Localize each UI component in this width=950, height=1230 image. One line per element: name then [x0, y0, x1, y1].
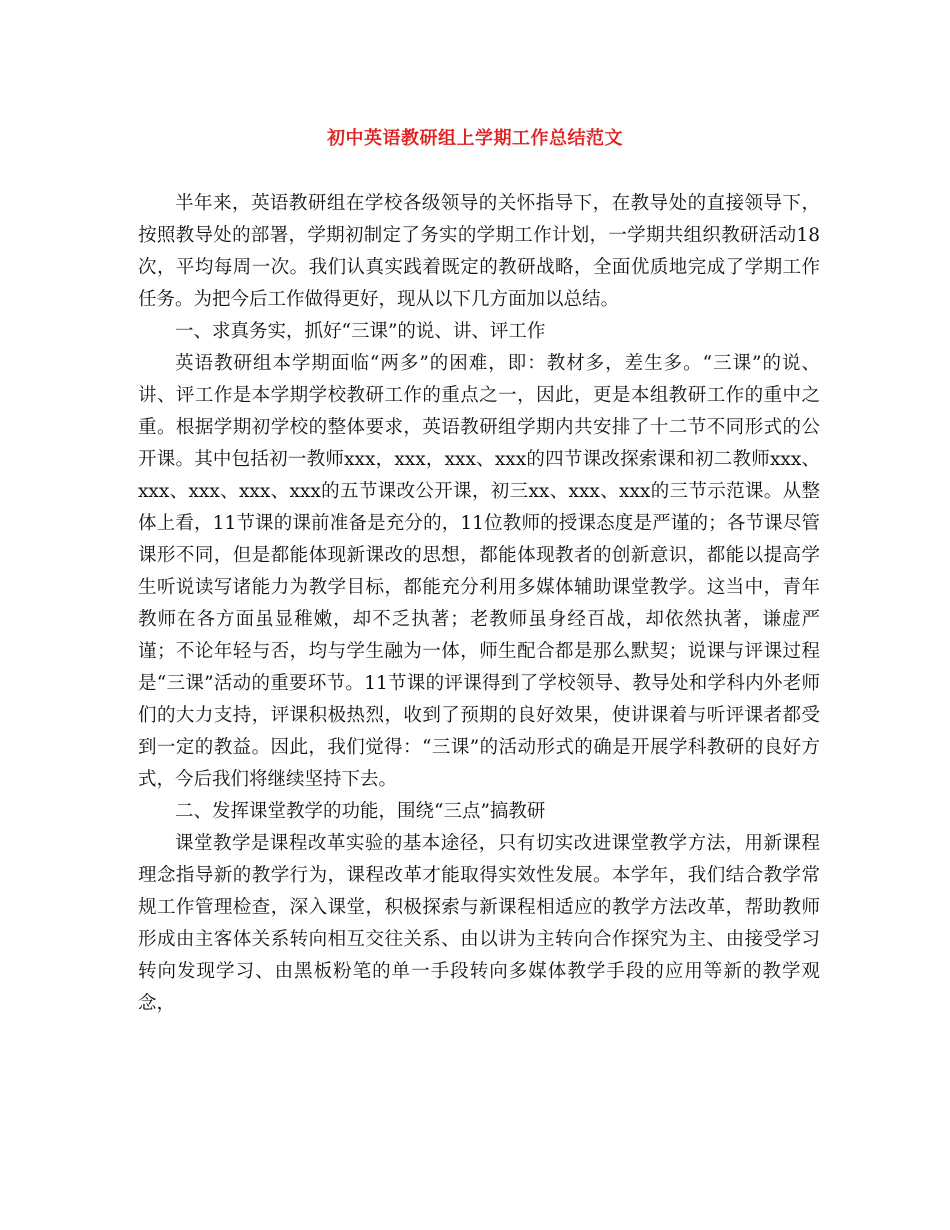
document-title: 初中英语教研组上学期工作总结范文 — [327, 128, 623, 149]
paragraph-section-2: 课堂教学是课程改革实验的基本途径，只有切实改进课堂教学方法，用新课程理念指导新的教学行为，课程改革才能取得实效性发展。本学年，我们结合教学常规工作管理检查，深入课堂，积极探索与新课程相适应的教学方法改革，帮助教师形成由主客体关系转向相互交往关系、由以讲为主转向合作探究为主、由接受学习转向发现学习、由黑板粉笔的单一手段转向多媒体教学手段的应用等新的教学观念， — [138, 833, 820, 1014]
paragraph-intro: 半年来，英语教研组在学校各级领导的关怀指导下，在教导处的直接领导下，按照教导处的部署，学期初制定了务实的学期工作计划，一学期共组织教研活动18次，平均每周一次。我们认真实践着既定的教研战略，全面优质地完成了学期工作任务。为把今后工作做得更好，现从以下几方面加以总结。 — [138, 193, 820, 310]
document-body — [138, 188, 820, 1020]
section-heading-1: 一、求真务实，抓好“三课”的说、讲、评工作 — [175, 321, 546, 342]
paragraph-section-1: 英语教研组本学期面临“两多”的困难，即：教材多，差生多。“三课”的说、讲、评工作是本学期学校教研工作的重点之一，因此，更是本组教研工作的重中之重。根据学期初学校的整体要求，英语教研组学期内共安排了十二节不同形式的公开课。其中包括初一教师xxx，xxx，xxx、xxx的四节课改探索课和初二教师xxx、xxx、xxx、xxx、xxx的五节课改公开课，初三xx、xxx、xxx的三节示范课。从整体上看，11节课的课前准备是充分的，11位教师的授课态度是严谨的；各节课尽管课形不同，但是都能体现新课改的思想，都能体现教者的创新意识，都能以提高学生听说读写诸能力为教学目标，都能充分利用多媒体辅助课堂教学。这当中，青年教师在各方面虽显稚嫩，却不乏执著；老教师虽身经百战，却依然执著，谦虚严谨；不论年轻与否，均与学生融为一体，师生配合都是那么默契；说课与评课过程是“三课”活动的重要环节。11节课的评课得到了学校领导、教导处和学科内外老师们的大力支持，评课积极热烈，收到了预期的良好效果，使讲课着与听评课者都受到一定的教益。因此，我们觉得：“三课”的活动形式的确是开展学科教研的良好方式，今后我们将继续坚持下去。 — [138, 353, 820, 790]
section-heading-2: 二、发挥课堂教学的功能，围绕“三点”搞教研 — [175, 801, 546, 822]
